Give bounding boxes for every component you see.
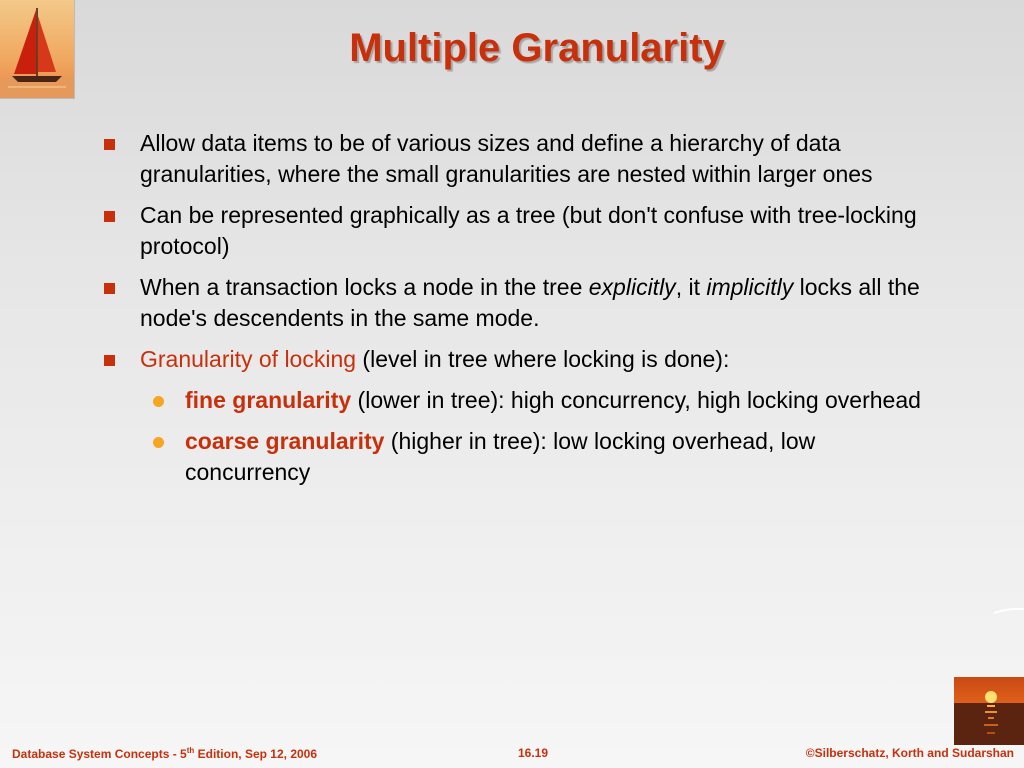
- footer-edition-date: Edition, Sep 12, 2006: [194, 747, 318, 761]
- circle-bullet-icon: [153, 396, 164, 407]
- bullet-text: Can be represented graphically as a tree (but don't confuse with tree-locking protocol): [140, 202, 917, 259]
- bullet-text-part: locks all the node's descendents in the same mode.: [140, 274, 920, 331]
- coarse-granularity-term: coarse granularity: [185, 428, 385, 454]
- bullet-text-part: (level in tree where locking is done):: [356, 346, 730, 372]
- decorative-swoosh: [994, 608, 1024, 614]
- slide-content: [100, 128, 940, 498]
- square-bullet-icon: [104, 211, 115, 222]
- sunset-image: [954, 677, 1024, 745]
- footer-book-title: Database System Concepts - 5: [12, 747, 187, 761]
- granularity-of-locking-highlight: Granularity of locking: [140, 346, 357, 372]
- bullet-text-part: When a transaction locks a node in the tree: [140, 274, 589, 300]
- bullet-item: [100, 128, 940, 190]
- circle-bullet-icon: [153, 437, 164, 448]
- sub-bullet-item: [100, 385, 940, 416]
- emphasis-implicitly: implicitly: [706, 274, 794, 300]
- bullet-item: [100, 344, 940, 375]
- fine-granularity-term: fine granularity: [185, 387, 352, 413]
- footer-copyright: ©Silberschatz, Korth and Sudarshan: [805, 746, 1014, 760]
- footer-slide-number: 16.19: [518, 746, 549, 760]
- sub-bullet-item: [100, 426, 940, 488]
- footer-book-info: [12, 746, 317, 761]
- bullet-item: [100, 200, 940, 262]
- slide-title: Multiple Granularity: [349, 26, 725, 70]
- square-bullet-icon: [104, 283, 115, 294]
- footer-edition-sup: th: [186, 746, 195, 755]
- bullet-item: [100, 272, 940, 334]
- bullet-text: Allow data items to be of various sizes and define a hierarchy of data granularities, where the small granularities are nested within larger ones: [140, 130, 873, 187]
- square-bullet-icon: [104, 139, 115, 150]
- emphasis-explicitly: explicitly: [588, 274, 676, 300]
- sub-bullet-text: (lower in tree): high concurrency, high locking overhead: [351, 387, 921, 413]
- slide-footer: [12, 746, 1014, 762]
- bullet-text-part: , it: [675, 274, 707, 300]
- square-bullet-icon: [104, 355, 115, 366]
- sub-bullet-text: (higher in tree): low locking overhead, low concurrency: [185, 428, 816, 485]
